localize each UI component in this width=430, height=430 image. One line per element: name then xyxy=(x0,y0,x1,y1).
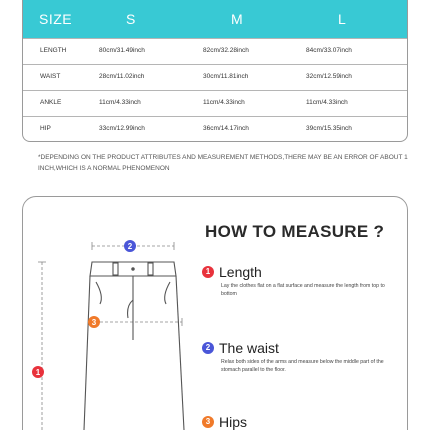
length-measure-line xyxy=(35,262,46,430)
row-label: HIP xyxy=(40,125,51,132)
length-marker-label: 1 xyxy=(35,368,41,377)
hip-marker-label: 3 xyxy=(91,318,97,327)
row-label: ANKLE xyxy=(40,99,62,106)
step-number-badge: 1 xyxy=(202,266,214,278)
header-m: M xyxy=(231,11,244,27)
step-description: Relax both sides of the arms and measure below the middle part of the stomach parallel to the floor. xyxy=(221,359,384,373)
cell-s: 80cm/31.49inch xyxy=(99,47,145,54)
measure-title: HOW TO MEASURE ? xyxy=(205,222,385,241)
step-title: Length xyxy=(219,264,262,280)
cell-l: 11cm/4.33inch xyxy=(306,99,348,106)
waist-marker-label: 2 xyxy=(127,242,133,251)
cell-m: 82cm/32.28inch xyxy=(203,47,249,54)
cell-l: 39cm/15.35inch xyxy=(306,125,352,132)
step-title: The waist xyxy=(219,340,279,356)
row-label: LENGTH xyxy=(40,47,67,54)
hip-measure-line xyxy=(100,318,182,326)
header-size: SIZE xyxy=(39,11,73,27)
cell-m: 11cm/4.33inch xyxy=(203,99,245,106)
step-description: Lay the clothes flat on a flat surface and measure the length from top to bottom xyxy=(221,283,385,297)
cell-s: 11cm/4.33inch xyxy=(99,99,141,106)
cell-m: 36cm/14.17inch xyxy=(203,125,249,132)
cell-l: 32cm/12.59inch xyxy=(306,73,352,80)
pants-outline xyxy=(84,262,184,430)
cell-s: 33cm/12.99inch xyxy=(99,125,145,132)
step-title: Hips xyxy=(219,414,248,430)
cell-l: 84cm/33.07inch xyxy=(306,47,352,54)
disclaimer-text: *DEPENDING ON THE PRODUCT ATTRIBUTES AND MEASUREMENT METHODS,THERE MAY BE AN ERROR OF ABOUT 1 INCH,WHICH IS A NORMAL PHENOMENON xyxy=(38,154,408,172)
cell-s: 28cm/11.02inch xyxy=(99,73,145,80)
step-number-badge: 3 xyxy=(202,416,214,428)
cell-m: 30cm/11.81inch xyxy=(203,73,249,80)
step-number-badge: 2 xyxy=(202,342,214,354)
header-s: S xyxy=(126,11,136,27)
header-l: L xyxy=(338,11,347,27)
row-label: WAIST xyxy=(40,73,61,80)
